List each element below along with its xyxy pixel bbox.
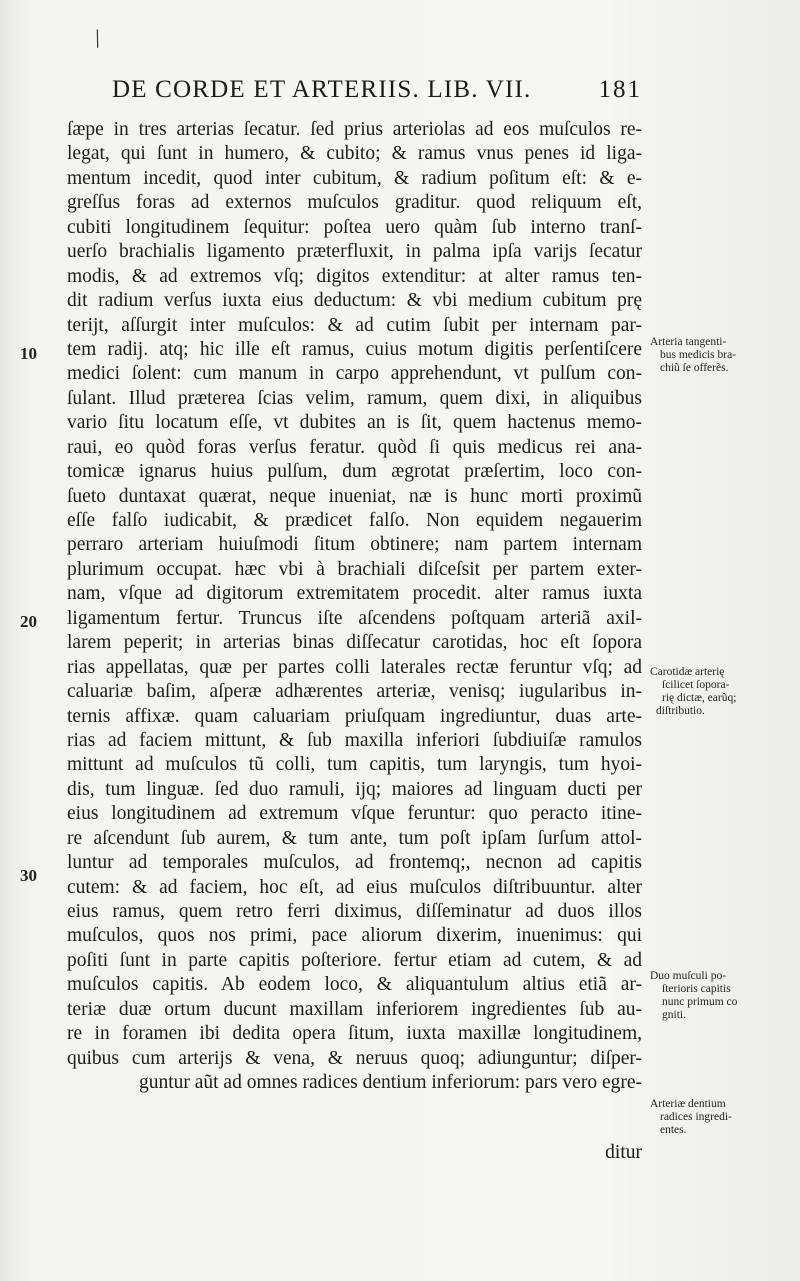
- ink-mark-decoration: /: [89, 23, 106, 54]
- margin-note-line: gniti.: [662, 1009, 686, 1021]
- page-header: [112, 76, 642, 110]
- margin-note-line: ſcilicet ſopora-: [662, 679, 730, 691]
- text-line: cutem: & ad faciem, hoc eſt, ad eius muſculos diſtribuuntur. alter: [67, 876, 642, 898]
- margin-note-arteriae-dentium: [650, 1098, 790, 1137]
- margin-note-arteria-tangentibus: [650, 336, 790, 375]
- text-line: eſſe falſo iudicabit, & prædicet falſo. Non equidem negauerim: [67, 510, 642, 531]
- text-line: ſæpe in tres arterias ſecatur. ſed prius arteriolas ad eos muſculos re-: [67, 119, 642, 140]
- line-number-10: 10: [20, 344, 37, 363]
- text-line: poſiti ſunt in parte capitis poſteriore. fertur etiam ad cutem, & ad: [67, 949, 642, 971]
- text-line: rias ad faciem mittunt, & ſub maxilla inferiori ſubdiuiſæ ramulos: [67, 729, 642, 751]
- body-text: [67, 118, 642, 1096]
- running-title: DE CORDE ET ARTERIIS. LIB. VII.: [112, 76, 532, 103]
- text-line: terijt, aſſurgit inter muſculos: & ad cutim ſubit per internam par-: [67, 314, 642, 336]
- text-line: vario ſitu locatum eſſe, vt dubites an is ſit, quem hactenus memo-: [67, 412, 642, 434]
- text-line: luntur ad temporales muſculos, ad frontemq;, necnon ad capitis: [67, 852, 642, 874]
- margin-note-carotidae: [650, 666, 790, 718]
- text-line: modis, & ad extremos vſq; digitos extenditur: at alter ramus ten-: [67, 265, 642, 287]
- text-line: dit radium verſus iuxta eius deductum: & vbi medium cubitum prę: [67, 290, 642, 312]
- text-line: teriæ duæ ortum ducunt maxillam inferiorem ingredientes ſub au-: [67, 998, 642, 1020]
- text-line: re aſcendunt ſub aurem, & tum ante, tum poſt ipſam ſurſum attol-: [67, 827, 642, 849]
- text-line: tem radij. atq; hic ille eſt ramus, cuius motum digitis perſentiſcere: [67, 338, 642, 360]
- text-line: raui, eo quòd foras verſus feratur. quòd ſi quis medicus rei ana-: [67, 436, 642, 458]
- text-line: ligamentum fertur. Truncus iſte aſcendens poſtquam arteriã axil-: [67, 607, 642, 629]
- margin-note-line: radices ingredi-: [660, 1111, 732, 1123]
- text-line: eius ramus, quem retro ferri diximus, diſſeminatur ad duos illos: [67, 901, 642, 922]
- text-line: mentum incedit, quod inter cubitum, & radium poſitum eſt: & e-: [67, 167, 642, 189]
- text-line: quibus cum arterijs & vena, & neruus quoq; adiunguntur; diſper-: [67, 1047, 642, 1069]
- text-line: uerſo brachialis ligamento præterfluxit, in palma ipſa varijs ſecatur: [67, 241, 642, 263]
- text-line: guntur aũt ad omnes radices dentium inferiorum: pars vero egre-: [138, 1072, 642, 1094]
- text-line: ſulant. Illud præterea ſcias velim, ramum, quem dixi, in aliquibus: [67, 387, 642, 409]
- text-line: perraro arteriam huiuſmodi ſitum obtinere; nam partem internam: [67, 534, 642, 556]
- text-line: greſſus foras ad externos muſculos graditur. quod reliquum eſt,: [67, 192, 642, 214]
- text-line: muſculos, quos nos primi, pace aliorum dixerim, inuenimus: qui: [67, 925, 642, 947]
- text-line: nam, vſque ad digitorum extremitatem procedit. alter ramus iuxta: [67, 583, 642, 605]
- text-line: larem peperit; in arterias binas diſſecatur carotidas, hoc eſt ſopora: [67, 632, 642, 654]
- margin-note-line: Carotidæ arterię: [650, 666, 725, 678]
- margin-note-line: rię dictæ, earũq;: [662, 692, 737, 704]
- line-number-30: 30: [20, 866, 37, 885]
- margin-note-line: nunc primum co: [662, 996, 738, 1008]
- margin-note-line: diſtributio.: [656, 705, 705, 717]
- line-number-20: 20: [20, 612, 37, 631]
- text-line: dis, tum linguæ. ſed duo ramuli, ijq; maiores ad linguam ducti per: [67, 778, 642, 800]
- margin-note-duo-musculi: [650, 970, 790, 1022]
- page-number: 181: [598, 76, 642, 103]
- margin-note-line: bus medicis bra-: [660, 349, 737, 361]
- margin-note-line: Duo muſculi po-: [650, 970, 727, 982]
- catchword: ditur: [605, 1142, 642, 1163]
- text-line: mittunt ad muſculos tũ colli, tum capitis, tum laryngis, tum hyoi-: [67, 754, 642, 776]
- text-line: tomicæ ignarus huius pulſum, dum ægrotat præſertim, loco con-: [67, 461, 642, 483]
- text-line: cubiti longitudinem ſequitur: poſtea uero quàm ſub interno tranſ-: [67, 216, 642, 238]
- text-line: ternis affixæ. quam caluariam priuſquam ingrediuntur, duas arte-: [67, 705, 642, 727]
- text-line: rias appellatas, quæ per partes colli laterales rectæ feruntur vſq; ad: [67, 656, 642, 678]
- margin-note-line: Arteria tangenti-: [650, 336, 727, 348]
- text-line: legat, qui ſunt in humero, & cubito; & ramus vnus penes id liga-: [67, 143, 642, 165]
- text-line: re in foramen ibi dedita opera ſitum, iuxta maxillæ longitudinem,: [67, 1023, 642, 1045]
- text-line: medici ſolent: cum manum in carpo apprehendunt, vt pulſum con-: [67, 363, 642, 385]
- margin-note-line: Arteriæ dentium: [650, 1098, 726, 1110]
- text-line: ſueto duntaxat quærat, neque inueniat, næ is hunc morti proximũ: [67, 485, 642, 507]
- text-line: caluariæ baſim, aſperæ adhærentes arteriæ, venisq; iugularibus in-: [67, 681, 642, 703]
- text-line: plurimum occupat. hæc vbi à brachiali diſceſsit per partem exter-: [67, 558, 642, 580]
- margin-note-line: chiũ ſe offerẽs.: [660, 362, 729, 374]
- text-line: muſculos capitis. Ab eodem loco, & aliquantulum altius etiã ar-: [67, 974, 642, 996]
- margin-note-line: entes.: [660, 1124, 687, 1136]
- text-line: eius longitudinem ad extremum vſque feruntur: quo peracto itine-: [67, 803, 642, 825]
- margin-note-line: ſterioris capitis: [662, 983, 731, 995]
